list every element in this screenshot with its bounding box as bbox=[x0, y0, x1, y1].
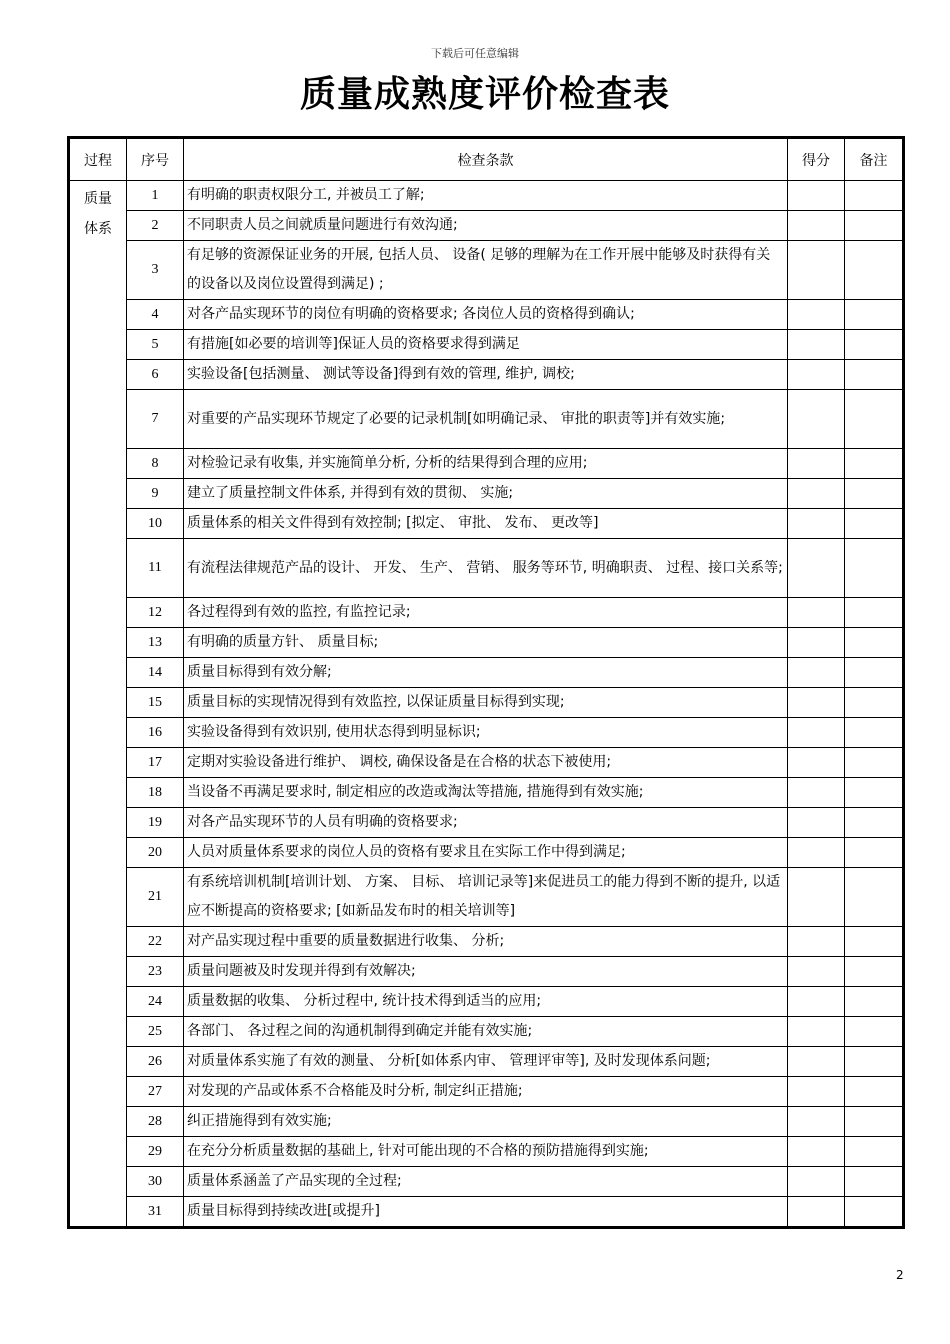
row-number: 10 bbox=[127, 509, 184, 539]
table-row bbox=[69, 957, 904, 987]
row-item-text: 对检验记录有收集, 并实施简单分析, 分析的结果得到合理的应用; bbox=[184, 449, 788, 479]
remark-cell[interactable] bbox=[845, 987, 904, 1017]
table-row bbox=[69, 211, 904, 241]
table-row bbox=[69, 927, 904, 957]
table-row bbox=[69, 330, 904, 360]
score-cell[interactable] bbox=[788, 330, 845, 360]
table-row bbox=[69, 1197, 904, 1228]
remark-cell[interactable] bbox=[845, 957, 904, 987]
row-number: 30 bbox=[127, 1167, 184, 1197]
checklist-table bbox=[67, 136, 905, 1229]
remark-cell[interactable] bbox=[845, 390, 904, 449]
remark-cell[interactable] bbox=[845, 211, 904, 241]
table-row bbox=[69, 241, 904, 300]
row-item-text: 质量目标得到持续改进[或提升] bbox=[184, 1197, 788, 1228]
row-item-text: 实验设备得到有效识别, 使用状态得到明显标识; bbox=[184, 718, 788, 748]
table-row bbox=[69, 628, 904, 658]
row-item-text: 质量目标得到有效分解; bbox=[184, 658, 788, 688]
remark-cell[interactable] bbox=[845, 688, 904, 718]
score-cell[interactable] bbox=[788, 748, 845, 778]
process-name-line1: 质量 bbox=[84, 191, 112, 207]
row-item-text: 有足够的资源保证业务的开展, 包括人员、 设备( 足够的理解为在工作开展中能够及时获得有关的设备以及岗位设置得到满足) ; bbox=[184, 241, 788, 300]
row-item-text: 有明确的质量方针、 质量目标; bbox=[184, 628, 788, 658]
row-number: 29 bbox=[127, 1137, 184, 1167]
score-cell[interactable] bbox=[788, 1167, 845, 1197]
row-number: 13 bbox=[127, 628, 184, 658]
score-cell[interactable] bbox=[788, 658, 845, 688]
remark-cell[interactable] bbox=[845, 838, 904, 868]
remark-cell[interactable] bbox=[845, 868, 904, 927]
remark-cell[interactable] bbox=[845, 181, 904, 211]
process-cell bbox=[69, 181, 127, 1228]
row-item-text: 对质量体系实施了有效的测量、 分析[如体系内审、 管理评审等], 及时发现体系问题; bbox=[184, 1047, 788, 1077]
column-header-item: 检查条款 bbox=[184, 138, 788, 181]
table-row bbox=[69, 390, 904, 449]
row-item-text: 有系统培训机制[培训计划、 方案、 目标、 培训记录等]来促进员工的能力得到不断的提升, 以适应不断提高的资格要求; [如新品发布时的相关培训等] bbox=[184, 868, 788, 927]
remark-cell[interactable] bbox=[845, 808, 904, 838]
row-item-text: 质量问题被及时发现并得到有效解决; bbox=[184, 957, 788, 987]
table-body bbox=[69, 181, 904, 1228]
row-item-text: 对各产品实现环节的人员有明确的资格要求; bbox=[184, 808, 788, 838]
remark-cell[interactable] bbox=[845, 1167, 904, 1197]
column-header-number: 序号 bbox=[127, 138, 184, 181]
score-cell[interactable] bbox=[788, 539, 845, 598]
remark-cell[interactable] bbox=[845, 718, 904, 748]
remark-cell[interactable] bbox=[845, 748, 904, 778]
row-item-text: 建立了质量控制文件体系, 并得到有效的贯彻、 实施; bbox=[184, 479, 788, 509]
row-number: 16 bbox=[127, 718, 184, 748]
row-number: 2 bbox=[127, 211, 184, 241]
row-number: 4 bbox=[127, 300, 184, 330]
remark-cell[interactable] bbox=[845, 449, 904, 479]
row-item-text: 质量体系涵盖了产品实现的全过程; bbox=[184, 1167, 788, 1197]
score-cell[interactable] bbox=[788, 211, 845, 241]
score-cell[interactable] bbox=[788, 241, 845, 300]
score-cell[interactable] bbox=[788, 927, 845, 957]
remark-cell[interactable] bbox=[845, 927, 904, 957]
column-header-process: 过程 bbox=[69, 138, 127, 181]
table-row bbox=[69, 300, 904, 330]
remark-cell[interactable] bbox=[845, 241, 904, 300]
table-row bbox=[69, 868, 904, 927]
remark-cell[interactable] bbox=[845, 330, 904, 360]
score-cell[interactable] bbox=[788, 838, 845, 868]
table-row bbox=[69, 360, 904, 390]
table-row bbox=[69, 479, 904, 509]
score-cell[interactable] bbox=[788, 1047, 845, 1077]
row-item-text: 质量数据的收集、 分析过程中, 统计技术得到适当的应用; bbox=[184, 987, 788, 1017]
table-row bbox=[69, 748, 904, 778]
remark-cell[interactable] bbox=[845, 1197, 904, 1228]
score-cell[interactable] bbox=[788, 718, 845, 748]
table-row bbox=[69, 1107, 904, 1137]
row-number: 24 bbox=[127, 987, 184, 1017]
row-item-text: 当设备不再满足要求时, 制定相应的改造或淘汰等措施, 措施得到有效实施; bbox=[184, 778, 788, 808]
row-number: 23 bbox=[127, 957, 184, 987]
table-row bbox=[69, 838, 904, 868]
remark-cell[interactable] bbox=[845, 658, 904, 688]
table-row bbox=[69, 449, 904, 479]
header-row bbox=[69, 138, 904, 181]
score-cell[interactable] bbox=[788, 479, 845, 509]
table-row bbox=[69, 539, 904, 598]
row-number: 22 bbox=[127, 927, 184, 957]
table-row bbox=[69, 1167, 904, 1197]
table-row bbox=[69, 1077, 904, 1107]
score-cell[interactable] bbox=[788, 1137, 845, 1167]
table-row bbox=[69, 509, 904, 539]
row-number: 5 bbox=[127, 330, 184, 360]
table-row bbox=[69, 987, 904, 1017]
row-number: 31 bbox=[127, 1197, 184, 1228]
remark-cell[interactable] bbox=[845, 539, 904, 598]
score-cell[interactable] bbox=[788, 598, 845, 628]
row-item-text: 对产品实现过程中重要的质量数据进行收集、 分析; bbox=[184, 927, 788, 957]
row-item-text: 实验设备[包括测量、 测试等设备]得到有效的管理, 维护, 调校; bbox=[184, 360, 788, 390]
row-number: 1 bbox=[127, 181, 184, 211]
row-number: 28 bbox=[127, 1107, 184, 1137]
remark-cell[interactable] bbox=[845, 1017, 904, 1047]
process-name-line2: 体系 bbox=[84, 221, 112, 237]
row-number: 14 bbox=[127, 658, 184, 688]
score-cell[interactable] bbox=[788, 808, 845, 838]
row-item-text: 有措施[如必要的培训等]保证人员的资格要求得到满足 bbox=[184, 330, 788, 360]
row-item-text: 质量体系的相关文件得到有效控制; [拟定、 审批、 发布、 更改等] bbox=[184, 509, 788, 539]
score-cell[interactable] bbox=[788, 360, 845, 390]
row-number: 17 bbox=[127, 748, 184, 778]
row-number: 3 bbox=[127, 241, 184, 300]
score-cell[interactable] bbox=[788, 1197, 845, 1228]
row-number: 18 bbox=[127, 778, 184, 808]
remark-cell[interactable] bbox=[845, 1107, 904, 1137]
page-title: 质量成熟度评价检查表 bbox=[299, 74, 670, 115]
score-cell[interactable] bbox=[788, 300, 845, 330]
row-number: 8 bbox=[127, 449, 184, 479]
remark-cell[interactable] bbox=[845, 1137, 904, 1167]
row-item-text: 纠正措施得到有效实施; bbox=[184, 1107, 788, 1137]
score-cell[interactable] bbox=[788, 509, 845, 539]
table-row bbox=[69, 808, 904, 838]
row-item-text: 有流程法律规范产品的设计、 开发、 生产、 营销、 服务等环节, 明确职责、 过程、接口关系等; bbox=[184, 539, 788, 598]
score-cell[interactable] bbox=[788, 868, 845, 927]
row-item-text: 各过程得到有效的监控, 有监控记录; bbox=[184, 598, 788, 628]
row-number: 7 bbox=[127, 390, 184, 449]
row-number: 26 bbox=[127, 1047, 184, 1077]
score-cell[interactable] bbox=[788, 1107, 845, 1137]
table-row bbox=[69, 181, 904, 211]
remark-cell[interactable] bbox=[845, 300, 904, 330]
page-number: 2 bbox=[896, 1268, 904, 1282]
table-row bbox=[69, 658, 904, 688]
table-row bbox=[69, 778, 904, 808]
row-number: 20 bbox=[127, 838, 184, 868]
header-note: 下载后可任意编辑 bbox=[431, 47, 519, 60]
score-cell[interactable] bbox=[788, 181, 845, 211]
table-row bbox=[69, 1137, 904, 1167]
remark-cell[interactable] bbox=[845, 479, 904, 509]
column-header-remark: 备注 bbox=[845, 138, 904, 181]
row-number: 19 bbox=[127, 808, 184, 838]
row-number: 9 bbox=[127, 479, 184, 509]
column-header-score: 得分 bbox=[788, 138, 845, 181]
score-cell[interactable] bbox=[788, 390, 845, 449]
score-cell[interactable] bbox=[788, 778, 845, 808]
row-item-text: 各部门、 各过程之间的沟通机制得到确定并能有效实施; bbox=[184, 1017, 788, 1047]
row-item-text: 对各产品实现环节的岗位有明确的资格要求; 各岗位人员的资格得到确认; bbox=[184, 300, 788, 330]
score-cell[interactable] bbox=[788, 957, 845, 987]
row-number: 21 bbox=[127, 868, 184, 927]
score-cell[interactable] bbox=[788, 449, 845, 479]
row-item-text: 有明确的职责权限分工, 并被员工了解; bbox=[184, 181, 788, 211]
table-row bbox=[69, 598, 904, 628]
table-row bbox=[69, 1017, 904, 1047]
row-number: 11 bbox=[127, 539, 184, 598]
row-number: 12 bbox=[127, 598, 184, 628]
row-item-text: 对重要的产品实现环节规定了必要的记录机制[如明确记录、 审批的职责等]并有效实施; bbox=[184, 390, 788, 449]
remark-cell[interactable] bbox=[845, 778, 904, 808]
table-row bbox=[69, 1047, 904, 1077]
remark-cell[interactable] bbox=[845, 509, 904, 539]
row-item-text: 定期对实验设备进行维护、 调校, 确保设备是在合格的状态下被使用; bbox=[184, 748, 788, 778]
row-item-text: 在充分分析质量数据的基础上, 针对可能出现的不合格的预防措施得到实施; bbox=[184, 1137, 788, 1167]
score-cell[interactable] bbox=[788, 628, 845, 658]
remark-cell[interactable] bbox=[845, 598, 904, 628]
row-number: 25 bbox=[127, 1017, 184, 1047]
remark-cell[interactable] bbox=[845, 628, 904, 658]
table-row bbox=[69, 718, 904, 748]
row-item-text: 质量目标的实现情况得到有效监控, 以保证质量目标得到实现; bbox=[184, 688, 788, 718]
remark-cell[interactable] bbox=[845, 1047, 904, 1077]
score-cell[interactable] bbox=[788, 1017, 845, 1047]
row-item-text: 人员对质量体系要求的岗位人员的资格有要求且在实际工作中得到满足; bbox=[184, 838, 788, 868]
row-number: 15 bbox=[127, 688, 184, 718]
row-item-text: 对发现的产品或体系不合格能及时分析, 制定纠正措施; bbox=[184, 1077, 788, 1107]
remark-cell[interactable] bbox=[845, 1077, 904, 1107]
score-cell[interactable] bbox=[788, 987, 845, 1017]
row-item-text: 不同职责人员之间就质量问题进行有效沟通; bbox=[184, 211, 788, 241]
row-number: 6 bbox=[127, 360, 184, 390]
remark-cell[interactable] bbox=[845, 360, 904, 390]
table-row bbox=[69, 688, 904, 718]
row-number: 27 bbox=[127, 1077, 184, 1107]
score-cell[interactable] bbox=[788, 688, 845, 718]
score-cell[interactable] bbox=[788, 1077, 845, 1107]
